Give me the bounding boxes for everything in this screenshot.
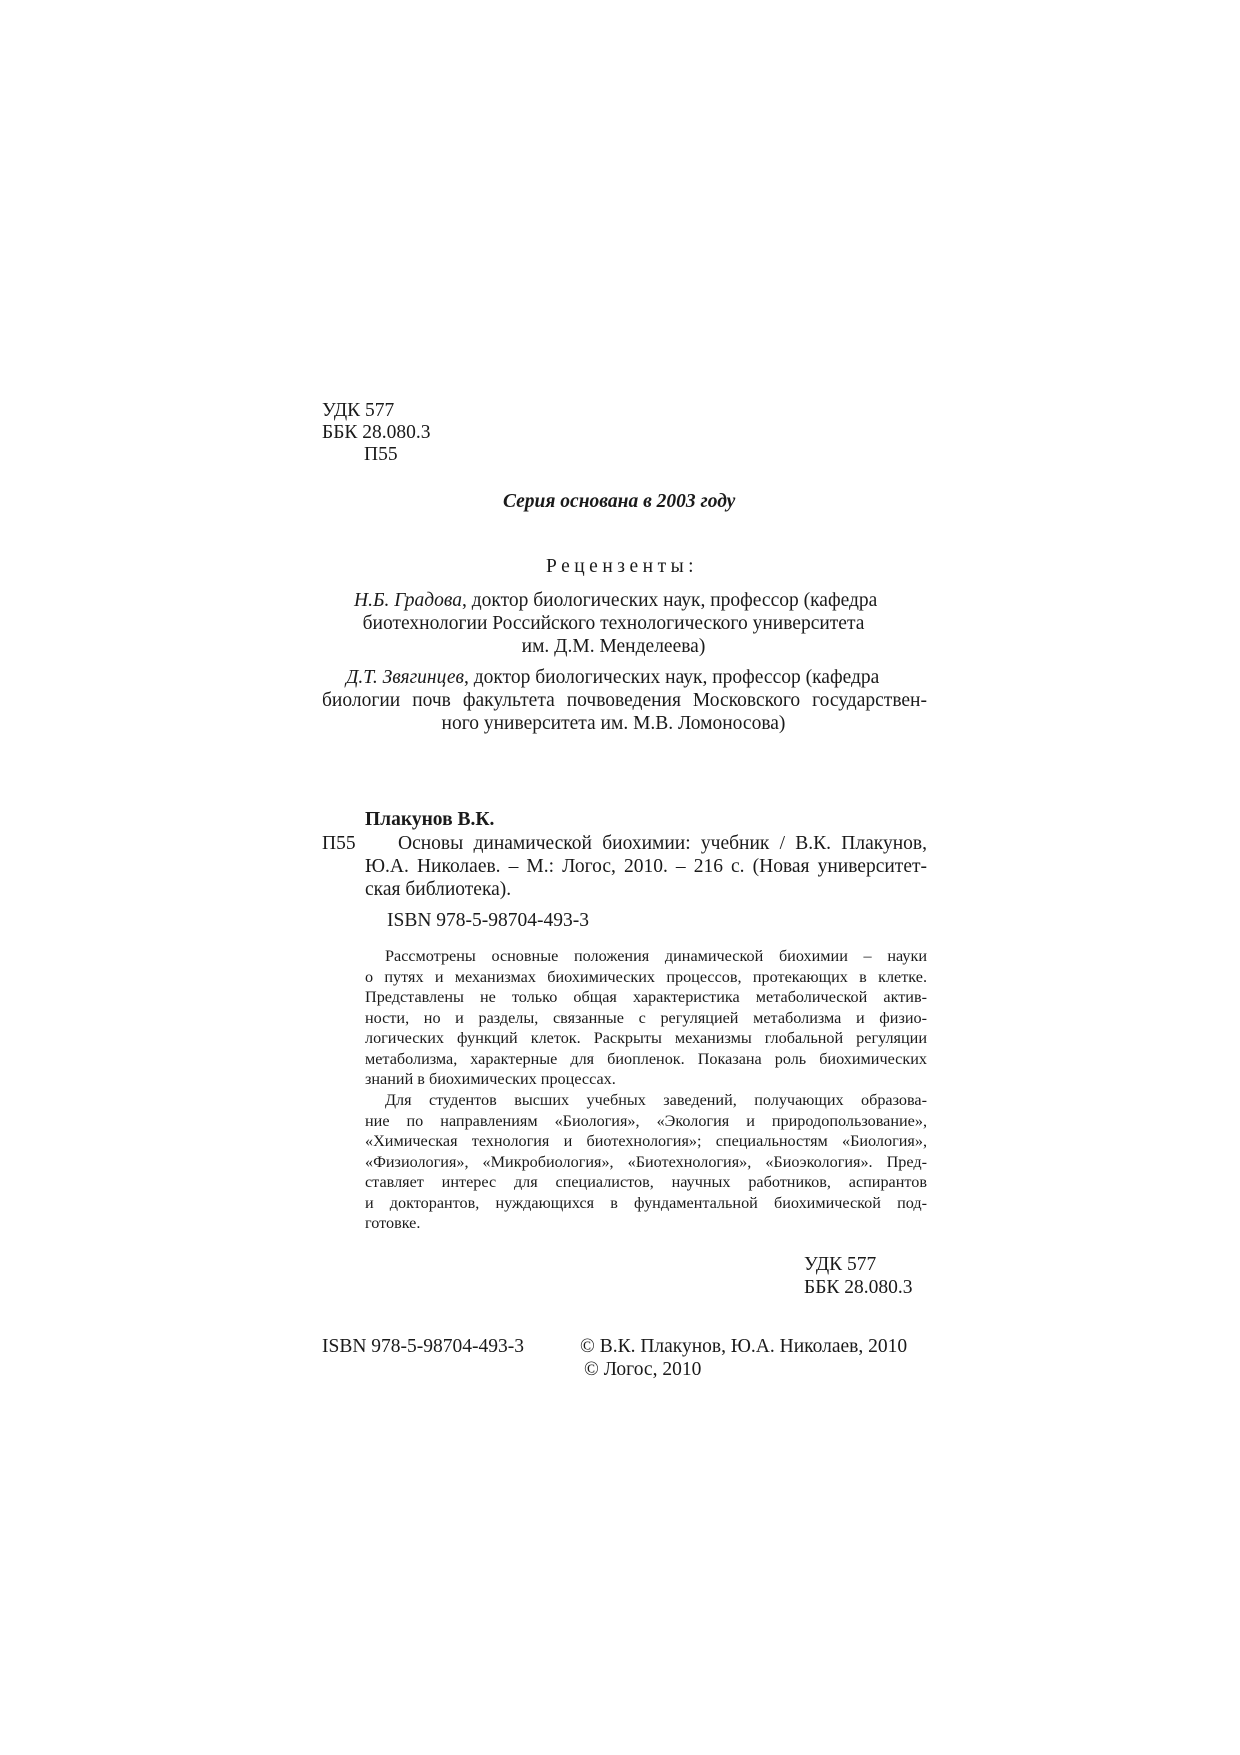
reviewer2-name: Д.Т. Звягинцев	[346, 667, 464, 688]
abstract-paragraph-1	[365, 946, 927, 1090]
abstract-p1-line: ности, но и разделы, связанные с регуляцией метаболизма и физио-	[365, 1008, 927, 1027]
reviewer1-line2: биотехнологии Российского технологического университета	[362, 613, 865, 634]
reviewer1-line1	[354, 590, 877, 612]
abstract-p2-line: и докторантов, нуждающихся в фундаментальной биохимической под-	[365, 1193, 927, 1212]
udk-bottom: УДК 577	[804, 1254, 877, 1275]
abstract-p1-line: логических функций клеток. Раскрыты механизмы глобальной регуляции	[365, 1029, 927, 1047]
series-note: Серия основана в 2003 году	[503, 491, 736, 512]
abstract-p2-line: «Физиология», «Микробиология», «Биотехнология», «Биоэкология». Пред-	[365, 1152, 927, 1171]
imprint-isbn: ISBN 978-5-98704-493-3	[322, 1336, 525, 1357]
reviewers-heading: Рецензенты:	[546, 556, 699, 577]
catalog-title-line3: ская библиотека).	[365, 879, 512, 900]
abstract-p1-line: Представлены не только общая характеристика метаболической актив-	[365, 988, 927, 1006]
abstract-p1-line: о путях и механизмах биохимических процессов, протекающих в клетке.	[365, 967, 927, 986]
abstract-p1-line: метаболизма, характерные для биопленок. Показана роль биохимических	[365, 1049, 927, 1068]
catalog-author-mark: П55	[322, 833, 356, 854]
catalog-author: Плакунов В.К.	[365, 809, 495, 830]
reviewer1-line3: им. Д.М. Менделеева)	[521, 636, 706, 657]
catalog-title-line2: Ю.А. Николаев. – М.: Логос, 2010. – 216 с. (Новая университет-	[365, 856, 927, 877]
abstract-p2-line: ставляет интерес для специалистов, научных работников, аспирантов	[365, 1173, 927, 1191]
abstract-p2-line: «Химическая технология и биотехнология»; специальностям «Биология»,	[365, 1132, 927, 1150]
abstract-p2-line: Для студентов высших учебных заведений, получающих образова-	[385, 1091, 927, 1109]
copyright-authors: © В.К. Плакунов, Ю.А. Николаев, 2010	[580, 1336, 908, 1357]
reviewer2-line1	[346, 667, 879, 689]
bbk-top: ББК 28.080.3	[322, 422, 431, 443]
abstract-p2-line: ние по направлениям «Биология», «Экология и природопользование»,	[365, 1111, 927, 1130]
reviewer2-credentials: , доктор биологических наук, профессор (кафедра	[463, 667, 880, 688]
author-mark-top: П55	[364, 444, 398, 465]
reviewer2-line2: биологии почв факультета почвоведения Московского государствен-	[322, 690, 927, 711]
abstract-p2-line: готовке.	[365, 1214, 421, 1232]
udk-top: УДК 577	[322, 400, 395, 421]
reviewer1-credentials: , доктор биологических наук, профессор (кафедра	[461, 590, 878, 611]
abstract-p1-line: знаний в биохимических процессах.	[365, 1070, 616, 1088]
catalog-title-line1: Основы динамической биохимии: учебник / В.К. Плакунов,	[398, 833, 927, 854]
abstract-p1-line: Рассмотрены основные положения динамической биохимии – науки	[385, 947, 927, 965]
copyright-publisher: © Логос, 2010	[584, 1359, 702, 1380]
bbk-bottom: ББК 28.080.3	[804, 1277, 913, 1298]
catalog-isbn: ISBN 978-5-98704-493-3	[387, 910, 590, 931]
reviewer1-name: Н.Б. Градова	[354, 590, 462, 611]
reviewer2-line3: ного университета им. М.В. Ломоносова)	[441, 713, 786, 734]
abstract-paragraph-2	[365, 1090, 927, 1234]
